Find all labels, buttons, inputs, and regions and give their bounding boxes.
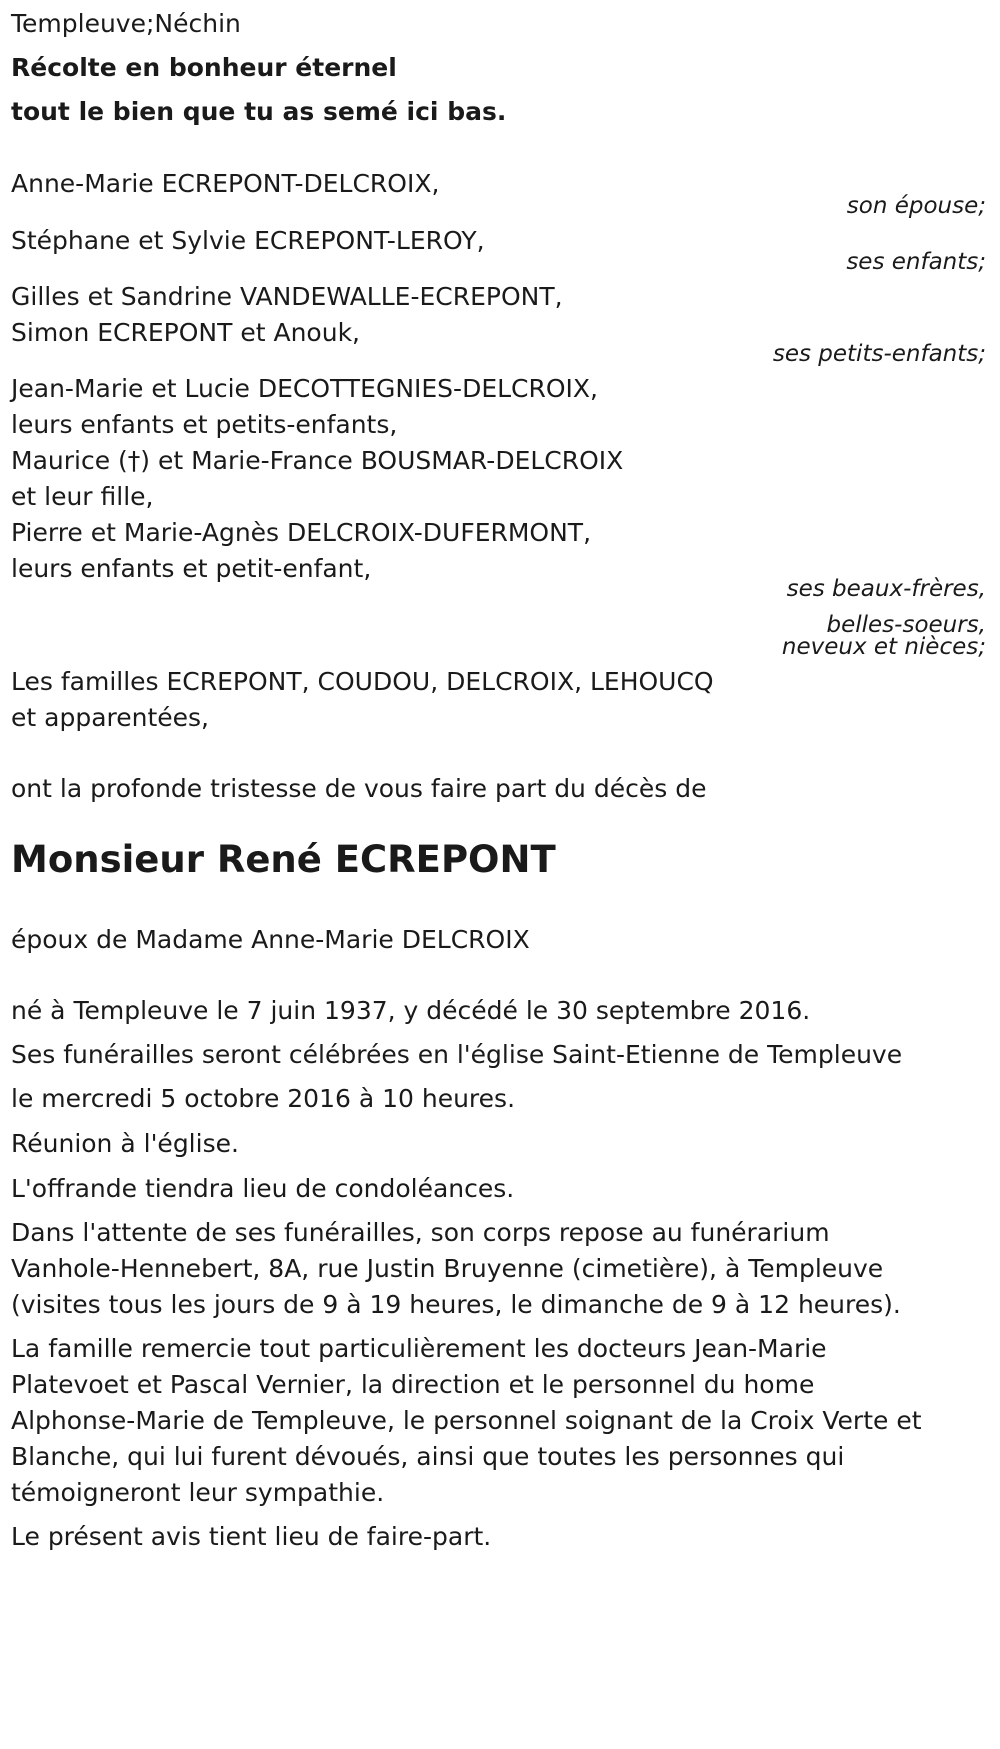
rest-line-2: Vanhole-Hennebert, 8A, rue Justin Bruyenne (cimetière), à Templeuve bbox=[11, 1254, 884, 1283]
inlaws-line-2: leurs enfants et petits-enfants, bbox=[11, 410, 398, 439]
inlaws-relation-3: neveux et nièces; bbox=[781, 634, 986, 660]
location-header: Templeuve;Néchin bbox=[11, 9, 241, 38]
birth-death-line: né à Templeuve le 7 juin 1937, y décédé le 30 septembre 2016. bbox=[11, 996, 811, 1025]
offering-line: L'offrande tiendra lieu de condoléances. bbox=[11, 1174, 515, 1203]
thanks-line-3: Alphonse-Marie de Templeuve, le personnel soignant de la Croix Verte et bbox=[11, 1406, 922, 1435]
thanks-line-2: Platevoet et Pascal Vernier, la direction et le personnel du home bbox=[11, 1370, 815, 1399]
inlaws-relation-2: belles-soeurs, bbox=[826, 612, 986, 638]
thanks-line-5: témoigneront leur sympathie. bbox=[11, 1478, 385, 1507]
families-line-2: et apparentées, bbox=[11, 703, 209, 732]
verse-line-2: tout le bien que tu as semé ici bas. bbox=[11, 97, 507, 126]
rest-line-1: Dans l'attente de ses funérailles, son corps repose au funérarium bbox=[11, 1218, 830, 1247]
grandchildren-line-1: Gilles et Sandrine VANDEWALLE-ECREPONT, bbox=[11, 282, 563, 311]
grandchildren-relation: ses petits-enfants; bbox=[772, 341, 986, 367]
spouse-of: époux de Madame Anne-Marie DELCROIX bbox=[11, 925, 530, 954]
children-relation: ses enfants; bbox=[846, 249, 986, 275]
funeral-line-1: Ses funérailles seront célébrées en l'église Saint-Etienne de Templeuve bbox=[11, 1040, 903, 1069]
funeral-line-2: le mercredi 5 octobre 2016 à 10 heures. bbox=[11, 1084, 516, 1113]
verse-line-1: Récolte en bonheur éternel bbox=[11, 53, 397, 82]
inlaws-line-3: Maurice (†) et Marie-France BOUSMAR-DELCROIX bbox=[11, 446, 624, 475]
inlaws-line-5: Pierre et Marie-Agnès DELCROIX-DUFERMONT, bbox=[11, 518, 592, 547]
deceased-name: Monsieur René ECREPONT bbox=[11, 838, 556, 881]
grandchildren-line-2: Simon ECREPONT et Anouk, bbox=[11, 318, 360, 347]
rest-line-3: (visites tous les jours de 9 à 19 heures, le dimanche de 9 à 12 heures). bbox=[11, 1290, 901, 1319]
families-line-1: Les familles ECREPONT, COUDOU, DELCROIX, LEHOUCQ bbox=[11, 667, 714, 696]
inlaws-relation-1: ses beaux-frères, bbox=[786, 576, 986, 602]
spouse-name: Anne-Marie ECREPONT-DELCROIX, bbox=[11, 169, 440, 198]
inlaws-line-4: et leur fille, bbox=[11, 482, 154, 511]
thanks-line-1: La famille remercie tout particulièrement les docteurs Jean-Marie bbox=[11, 1334, 827, 1363]
inlaws-line-1: Jean-Marie et Lucie DECOTTEGNIES-DELCROIX, bbox=[11, 374, 598, 403]
spouse-relation: son épouse; bbox=[846, 193, 986, 219]
thanks-line-4: Blanche, qui lui furent dévoués, ainsi que toutes les personnes qui bbox=[11, 1442, 845, 1471]
announcement-intro: ont la profonde tristesse de vous faire part du décès de bbox=[11, 774, 707, 803]
closing-line: Le présent avis tient lieu de faire-part. bbox=[11, 1522, 492, 1551]
meeting-line: Réunion à l'église. bbox=[11, 1129, 239, 1158]
inlaws-line-6: leurs enfants et petit-enfant, bbox=[11, 554, 372, 583]
children-name: Stéphane et Sylvie ECREPONT-LEROY, bbox=[11, 226, 485, 255]
